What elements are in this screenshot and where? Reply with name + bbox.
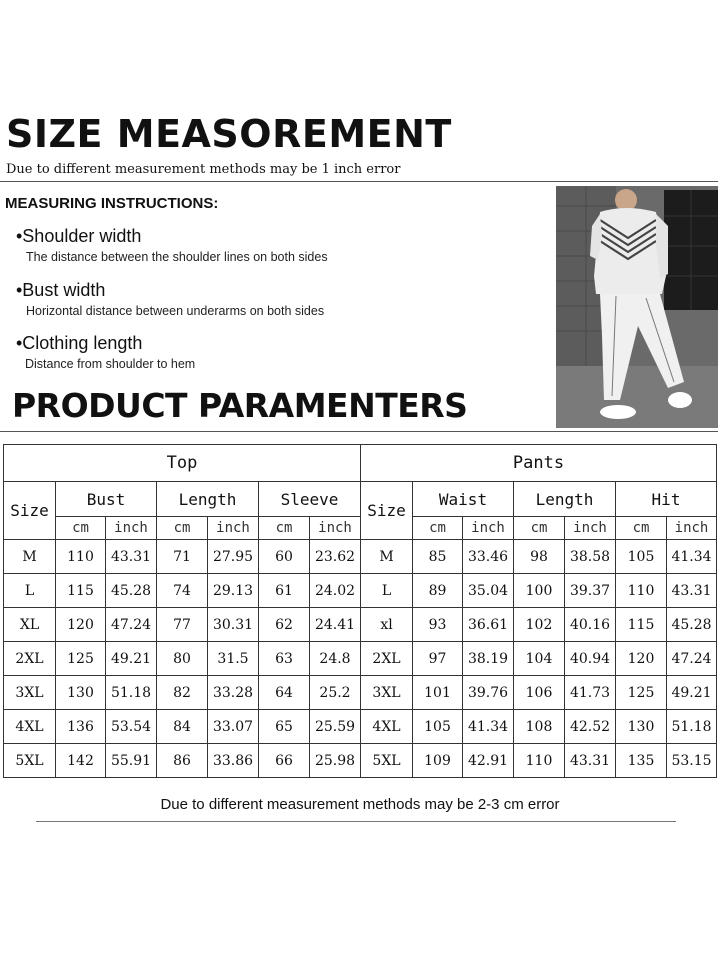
table-row	[4, 642, 717, 676]
top-value-cell: 62	[259, 608, 310, 642]
pants-value-cell: 39.37	[565, 574, 616, 608]
instruction-desc-bust: Horizontal distance between underarms on both sides	[26, 304, 325, 318]
top-value-cell: 130	[56, 676, 106, 710]
top-value-cell: 33.86	[208, 744, 259, 778]
unit-cm: cm	[157, 517, 208, 540]
top-size-cell: M	[4, 540, 56, 574]
pants-value-cell: 115	[616, 608, 667, 642]
pants-value-cell: 33.46	[463, 540, 514, 574]
pants-value-cell: 47.24	[667, 642, 717, 676]
top-size-cell: 2XL	[4, 642, 56, 676]
unit-inch: inch	[310, 517, 361, 540]
pants-value-cell: 35.04	[463, 574, 514, 608]
pants-size-header: Size	[361, 482, 413, 540]
table-row	[4, 744, 717, 778]
top-value-cell: 55.91	[106, 744, 157, 778]
unit-cm: cm	[259, 517, 310, 540]
top-value-cell: 136	[56, 710, 106, 744]
top-value-cell: 120	[56, 608, 106, 642]
top-value-cell: 84	[157, 710, 208, 744]
waist-header: Waist	[413, 482, 514, 517]
top-value-cell: 142	[56, 744, 106, 778]
pants-value-cell: 101	[413, 676, 463, 710]
top-value-cell: 125	[56, 642, 106, 676]
divider	[0, 181, 718, 182]
unit-inch: inch	[565, 517, 616, 540]
top-value-cell: 80	[157, 642, 208, 676]
unit-cm: cm	[616, 517, 667, 540]
top-value-cell: 33.28	[208, 676, 259, 710]
pants-value-cell: 45.28	[667, 608, 717, 642]
pants-value-cell: 105	[616, 540, 667, 574]
top-value-cell: 29.13	[208, 574, 259, 608]
pants-size-cell: 5XL	[361, 744, 413, 778]
size-chart-table	[3, 444, 717, 778]
top-value-cell: 60	[259, 540, 310, 574]
pants-size-cell: 2XL	[361, 642, 413, 676]
pants-value-cell: 89	[413, 574, 463, 608]
top-value-cell: 24.8	[310, 642, 361, 676]
top-value-cell: 45.28	[106, 574, 157, 608]
pants-value-cell: 110	[514, 744, 565, 778]
pants-value-cell: 100	[514, 574, 565, 608]
pants-value-cell: 43.31	[667, 574, 717, 608]
pants-value-cell: 42.52	[565, 710, 616, 744]
pants-value-cell: 93	[413, 608, 463, 642]
table-row	[4, 676, 717, 710]
table-row	[4, 710, 717, 744]
size-rows	[4, 540, 717, 778]
pants-value-cell: 49.21	[667, 676, 717, 710]
pants-value-cell: 110	[616, 574, 667, 608]
instruction-desc-shoulder: The distance between the shoulder lines on both sides	[26, 250, 328, 264]
hit-header: Hit	[616, 482, 717, 517]
footer-note: Due to different measurement methods may be 2-3 cm error	[160, 796, 560, 813]
pants-value-cell: 108	[514, 710, 565, 744]
unit-cm: cm	[56, 517, 106, 540]
top-value-cell: 30.31	[208, 608, 259, 642]
top-value-cell: 49.21	[106, 642, 157, 676]
pants-value-cell: 98	[514, 540, 565, 574]
top-value-cell: 63	[259, 642, 310, 676]
top-value-cell: 64	[259, 676, 310, 710]
pants-value-cell: 104	[514, 642, 565, 676]
unit-cm: cm	[413, 517, 463, 540]
top-value-cell: 74	[157, 574, 208, 608]
pants-value-cell: 53.15	[667, 744, 717, 778]
pants-value-cell: 97	[413, 642, 463, 676]
top-length-header: Length	[157, 482, 259, 517]
top-value-cell: 115	[56, 574, 106, 608]
instructions-heading: MEASURING INSTRUCTIONS:	[5, 195, 219, 212]
pants-value-cell: 51.18	[667, 710, 717, 744]
pants-value-cell: 43.31	[565, 744, 616, 778]
top-value-cell: 61	[259, 574, 310, 608]
unit-inch: inch	[463, 517, 514, 540]
top-value-cell: 24.41	[310, 608, 361, 642]
pants-value-cell: 102	[514, 608, 565, 642]
pants-size-cell: xl	[361, 608, 413, 642]
instruction-title-shoulder: •Shoulder width	[16, 226, 142, 246]
top-size-cell: 5XL	[4, 744, 56, 778]
top-value-cell: 23.62	[310, 540, 361, 574]
top-size-cell: 4XL	[4, 710, 56, 744]
top-size-header: Size	[4, 482, 56, 540]
pants-value-cell: 40.94	[565, 642, 616, 676]
pants-value-cell: 41.34	[667, 540, 717, 574]
pants-size-cell: 4XL	[361, 710, 413, 744]
table-row	[4, 574, 717, 608]
top-value-cell: 47.24	[106, 608, 157, 642]
pants-value-cell: 42.91	[463, 744, 514, 778]
table-row	[4, 608, 717, 642]
pants-value-cell: 85	[413, 540, 463, 574]
top-group-header: Top	[4, 445, 361, 482]
top-value-cell: 43.31	[106, 540, 157, 574]
pants-value-cell: 109	[413, 744, 463, 778]
instruction-title-length: •Clothing length	[16, 333, 143, 353]
top-value-cell: 25.59	[310, 710, 361, 744]
top-value-cell: 31.5	[208, 642, 259, 676]
unit-inch: inch	[208, 517, 259, 540]
pants-value-cell: 38.58	[565, 540, 616, 574]
top-value-cell: 51.18	[106, 676, 157, 710]
top-size-cell: 3XL	[4, 676, 56, 710]
pants-group-header: Pants	[361, 445, 717, 482]
top-value-cell: 53.54	[106, 710, 157, 744]
pants-value-cell: 41.34	[463, 710, 514, 744]
table-row	[4, 540, 717, 574]
top-value-cell: 27.95	[208, 540, 259, 574]
pants-size-cell: M	[361, 540, 413, 574]
pants-value-cell: 135	[616, 744, 667, 778]
unit-inch: inch	[667, 517, 717, 540]
top-value-cell: 82	[157, 676, 208, 710]
top-size-cell: L	[4, 574, 56, 608]
top-value-cell: 25.2	[310, 676, 361, 710]
pants-size-cell: 3XL	[361, 676, 413, 710]
top-value-cell: 110	[56, 540, 106, 574]
pants-value-cell: 130	[616, 710, 667, 744]
top-value-cell: 24.02	[310, 574, 361, 608]
page-subtitle: Due to different measurement methods may be 1 inch error	[6, 162, 401, 177]
instruction-title-bust: •Bust width	[16, 280, 106, 300]
instruction-desc-length: Distance from shoulder to hem	[25, 357, 196, 371]
top-value-cell: 66	[259, 744, 310, 778]
top-value-cell: 33.07	[208, 710, 259, 744]
bust-header: Bust	[56, 482, 157, 517]
top-value-cell: 77	[157, 608, 208, 642]
pants-value-cell: 120	[616, 642, 667, 676]
top-value-cell: 65	[259, 710, 310, 744]
page-title: SIZE MEASOREMENT	[6, 112, 452, 156]
pants-value-cell: 40.16	[565, 608, 616, 642]
pants-value-cell: 125	[616, 676, 667, 710]
pants-value-cell: 106	[514, 676, 565, 710]
pants-value-cell: 41.73	[565, 676, 616, 710]
pants-value-cell: 105	[413, 710, 463, 744]
top-value-cell: 25.98	[310, 744, 361, 778]
top-size-cell: XL	[4, 608, 56, 642]
top-value-cell: 71	[157, 540, 208, 574]
pants-size-cell: L	[361, 574, 413, 608]
pants-value-cell: 38.19	[463, 642, 514, 676]
sleeve-header: Sleeve	[259, 482, 361, 517]
pants-length-header: Length	[514, 482, 616, 517]
pants-value-cell: 39.76	[463, 676, 514, 710]
divider	[36, 821, 676, 822]
pants-value-cell: 36.61	[463, 608, 514, 642]
top-value-cell: 86	[157, 744, 208, 778]
product-photo	[556, 186, 718, 428]
unit-inch: inch	[106, 517, 157, 540]
product-parameters-title: PRODUCT PARAMENTERS	[12, 386, 468, 425]
unit-cm: cm	[514, 517, 565, 540]
divider	[0, 431, 718, 432]
